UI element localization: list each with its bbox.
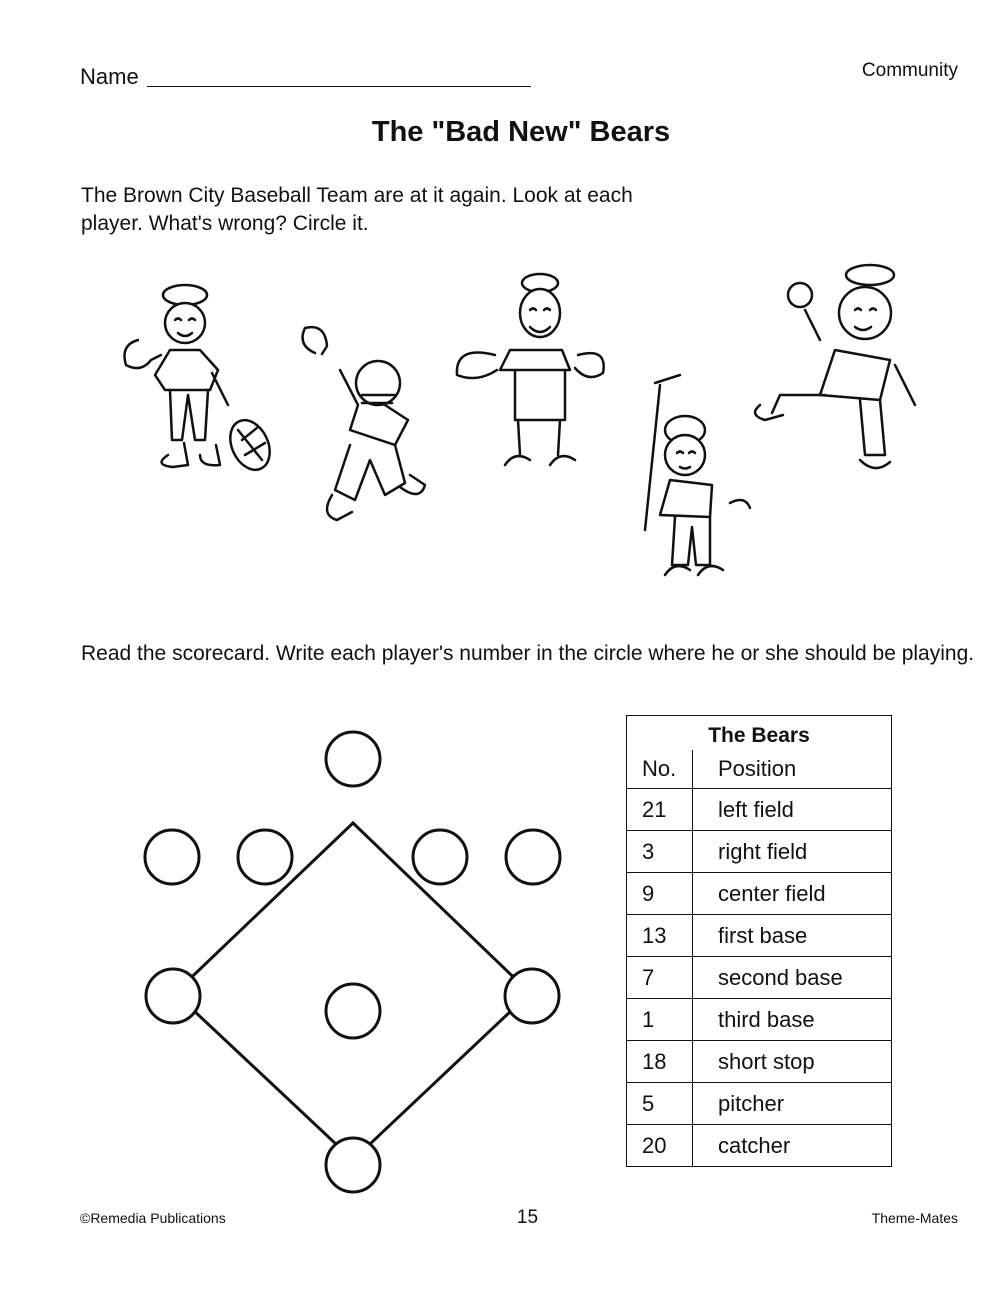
position-circle-pitcher[interactable] [326, 984, 380, 1038]
scorecard-table [626, 715, 892, 1167]
page-title: The "Bad New" Bears [371, 116, 671, 148]
player-position: catcher [718, 1132, 791, 1158]
player-position: pitcher [718, 1090, 785, 1116]
table-row [627, 831, 891, 873]
position-circle-second-base[interactable] [413, 830, 467, 884]
position-circle-catcher[interactable] [326, 1138, 380, 1192]
table-row [627, 915, 891, 957]
table-row [627, 789, 891, 831]
player-number: 18 [627, 1041, 693, 1082]
player-position: first base [718, 922, 808, 948]
footer-publisher: ©Remedia Publications [80, 1210, 226, 1226]
player-number: 1 [627, 999, 693, 1040]
position-circle-center-field[interactable] [326, 732, 380, 786]
table-row [627, 1041, 891, 1083]
column-header-no: No. [627, 750, 693, 788]
unit-label: Community [861, 60, 958, 81]
table-row [627, 1083, 891, 1125]
position-circle-right-field[interactable] [506, 830, 560, 884]
player-number: 9 [627, 873, 693, 914]
player-catcher-glove [457, 274, 604, 465]
player-number: 5 [627, 1083, 693, 1124]
scorecard-title: The Bears [708, 724, 810, 747]
table-row [627, 1125, 891, 1166]
players-illustration [100, 255, 970, 615]
table-row [627, 999, 891, 1041]
footer-page-number: 15 [516, 1207, 539, 1228]
instructions-part1: The Brown City Baseball Team are at it again. Look at each player. What's wrong? Circle it. [81, 184, 633, 235]
player-position: second base [718, 964, 843, 990]
name-label: Name [80, 64, 139, 89]
player-hockey-stick [645, 375, 750, 575]
name-blank-line[interactable] [147, 86, 531, 87]
player-number: 13 [627, 915, 693, 956]
player-position: right field [718, 838, 808, 864]
position-circle-left-field[interactable] [145, 830, 199, 884]
player-tennis-racket [125, 285, 278, 476]
player-number: 3 [627, 831, 693, 872]
footer-series: Theme-Mates [871, 1210, 958, 1226]
column-header-position: Position [718, 756, 797, 781]
player-position: short stop [718, 1048, 815, 1074]
player-position: third base [718, 1006, 815, 1032]
baseball-diamond [120, 715, 580, 1195]
table-row [627, 957, 891, 999]
position-circle-third-base[interactable] [146, 969, 200, 1023]
position-circle-first-base[interactable] [505, 969, 559, 1023]
player-number: 7 [627, 957, 693, 998]
player-position: left field [718, 796, 794, 822]
player-football-helmet [303, 327, 425, 520]
player-number: 21 [627, 789, 693, 830]
player-position: center field [718, 880, 826, 906]
player-pitcher-ball [755, 265, 915, 468]
table-row [627, 873, 891, 915]
scorecard-header-row [627, 750, 891, 789]
player-number: 20 [627, 1125, 693, 1166]
instructions-part2: Read the scorecard. Write each player's number in the circle where he or she should be playing. [81, 642, 975, 665]
position-circle-short-stop[interactable] [238, 830, 292, 884]
